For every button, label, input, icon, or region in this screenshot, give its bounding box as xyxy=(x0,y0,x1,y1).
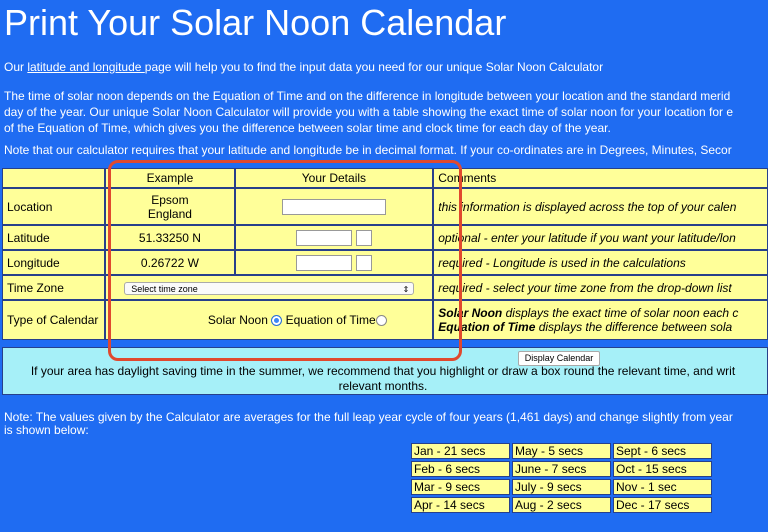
timezone-comment: required - select your time zone from the drop-down list xyxy=(433,275,768,300)
table-cell: May - 5 secs xyxy=(512,443,611,459)
comment-bold-equation-of-time: Equation of Time xyxy=(438,320,536,334)
note-line: Note: The values given by the Calculator are averages for the full leap year cycle of four years (1,461 days) and change slightly from year xyxy=(4,410,733,424)
decimal-format-note: Note that our calculator requires that your latitude and longitude be in decimal format. If your co-ordinates are in Degrees, Minutes, Secor xyxy=(4,143,732,157)
page-title: Print Your Solar Noon Calendar xyxy=(4,2,507,43)
equation-of-time-option-label: Equation of Time xyxy=(285,313,376,327)
averages-note xyxy=(4,411,733,437)
explanation-paragraph xyxy=(4,88,733,136)
highlight-annotation-box xyxy=(108,160,462,361)
explanation-line: day of the year. Our unique Solar Noon Calculator will provide you with a table showing the exact time of solar noon for your location for e xyxy=(4,105,734,119)
longitude-label: Longitude xyxy=(2,250,105,275)
table-cell: Sept - 6 secs xyxy=(613,443,712,459)
display-calendar-button[interactable]: Display Calendar xyxy=(518,351,600,366)
comment-equation-text: displays the difference between sola xyxy=(535,320,733,334)
header-example: Example xyxy=(105,168,234,188)
header-empty-cell xyxy=(2,168,105,188)
longitude-example: 0.26722 W xyxy=(105,250,234,275)
note-line: is shown below: xyxy=(4,423,89,437)
table-cell: July - 9 secs xyxy=(512,479,611,495)
table-row xyxy=(411,461,712,477)
dst-advice-line: relevant months. xyxy=(338,379,428,393)
latitude-example: 51.33250 N xyxy=(105,225,234,250)
comment-bold-solar-noon: Solar Noon xyxy=(438,306,503,320)
location-label: Location xyxy=(2,188,105,225)
table-cell: Oct - 15 secs xyxy=(613,461,712,477)
longitude-comment: required - Longitude is used in the calculations xyxy=(433,250,768,275)
calendar-type-comment xyxy=(433,300,768,340)
calendar-type-label: Type of Calendar xyxy=(2,300,105,340)
table-cell: Nov - 1 sec xyxy=(613,479,712,495)
example-country: England xyxy=(147,206,192,221)
timezone-label: Time Zone xyxy=(2,275,105,300)
table-cell: Dec - 17 secs xyxy=(613,497,712,513)
solar-noon-option-label: Solar Noon xyxy=(207,313,268,327)
table-cell: June - 7 secs xyxy=(512,461,611,477)
header-comments: Comments xyxy=(433,168,768,188)
table-cell: Mar - 9 secs xyxy=(411,479,510,495)
monthly-variation-table xyxy=(409,441,714,515)
table-cell: Jan - 21 secs xyxy=(411,443,510,459)
timezone-select-value: Select time zone xyxy=(131,283,198,294)
latitude-longitude-link[interactable]: latitude and longitude xyxy=(27,60,145,74)
table-row xyxy=(411,443,712,459)
location-comment: this information is displayed across the top of your calen xyxy=(433,188,768,225)
table-cell: Feb - 6 secs xyxy=(411,461,510,477)
example-city: Epsom xyxy=(151,192,189,207)
dst-advice-line: If your area has daylight saving time in the summer, we recommend that you highlight or draw a box round the relevant time, and writ xyxy=(30,364,736,378)
intro-suffix: page will help you to find the input data you need for our unique Solar Noon Calculator xyxy=(144,60,604,74)
explanation-line: The time of solar noon depends on the Equation of Time and on the difference in longitude between your location and the standard merid xyxy=(4,89,731,103)
intro-prefix: Our xyxy=(4,60,28,74)
table-cell: Apr - 14 secs xyxy=(411,497,510,513)
table-cell: Aug - 2 secs xyxy=(512,497,611,513)
intro-paragraph xyxy=(4,59,603,75)
explanation-line: of the Equation of Time, which gives you the difference between solar time and clock time for each day of the year. xyxy=(4,121,611,135)
chevron-updown-icon: ⇕ xyxy=(402,284,410,294)
header-your-details: Your Details xyxy=(235,168,434,188)
dst-advice xyxy=(0,364,766,394)
comment-solar-noon-text: displays the exact time of solar noon each c xyxy=(502,306,739,320)
table-row xyxy=(411,479,712,495)
latitude-comment: optional - enter your latitude if you want your latitude/lon xyxy=(433,225,768,250)
table-row xyxy=(411,497,712,513)
latitude-label: Latitude xyxy=(2,225,105,250)
